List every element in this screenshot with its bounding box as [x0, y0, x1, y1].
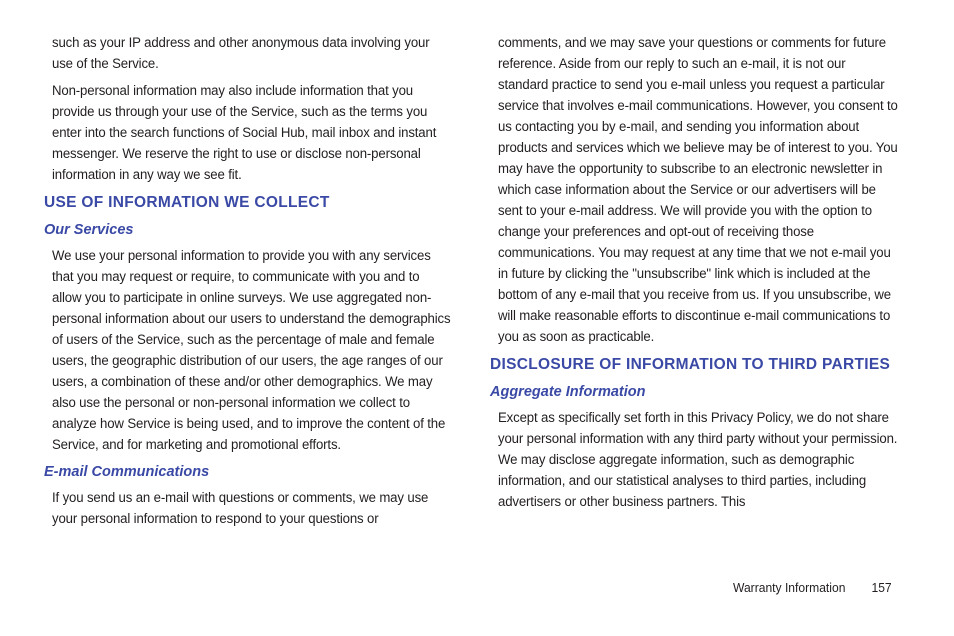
left-column: [44, 33, 454, 536]
right-column: [490, 33, 900, 519]
paragraph-ip-address-continuation: such as your IP address and other anonymous data involving your use of the Service.: [52, 35, 430, 72]
paragraph-email-communications-start: If you send us an e-mail with questions or comments, we may use your personal information to respond to your questions or: [52, 490, 429, 527]
page-footer: [733, 578, 892, 598]
footer-section-label: Warranty Information: [733, 580, 846, 595]
paragraph-email-communications-continuation: comments, and we may save your questions or comments for future reference. Aside from our reply to such an e-mail, it is not our standard practice to send you e-mail unless you request a particular service that involves e-mail communications. However, you consent to us contacting you by e-mail, and sending you information about products and services which we believe may be of interest to you. You may have the opportunity to subscribe to an electronic newsletter in which case information about the Service or our advertisers will be sent to your e-mail address. We will provide you with the option to change your preferences and opt-out of receiving those communications. You may request at any time that we not e-mail you in future by clicking the "unsubscribe" link which is included at the bottom of any e-mail that you receive from us. If you unsubscribe, we will make reasonable efforts to discontinue e-mail communications to you as soon as practicable.: [498, 35, 898, 345]
paragraph-non-personal-information: Non-personal information may also include information that you provide us through your use of the Service, such as the terms you enter into the search functions of Social Hub, mail inbox and instant messenger. We reserve the right to use or disclose non-personal information in any way we see fit.: [52, 83, 437, 183]
paragraph-aggregate-information-start: Except as specifically set forth in this Privacy Policy, we do not share your personal information with any third party without your permission. We may disclose aggregate information, such as demographic information, and our statistical analyses to third parties, including advertisers or other business partners. This: [498, 410, 898, 510]
paragraph-our-services: We use your personal information to provide you with any services that you may request or require, to communicate with you and to allow you to participate in online surveys. We use aggregated non-personal information about our users to understand the demographics of users of the Service, such as the percentage of male and female users, the geographic distribution of our users, the age ranges of our users, a combination of these and/or other demographics. We may also use the personal or non-personal information we collect to analyze how Service is being used, and to improve the content of the Service, and for marketing and promotional efforts.: [52, 248, 451, 453]
subheading-aggregate-information: Aggregate Information: [490, 384, 646, 400]
subheading-our-services: Our Services: [44, 222, 134, 238]
subheading-email-communications: E-mail Communications: [44, 464, 210, 480]
heading-disclosure-to-third-parties: DISCLOSURE OF INFORMATION TO THIRD PARTIES: [490, 356, 891, 373]
page-number: 157: [871, 580, 892, 595]
heading-use-of-information: USE OF INFORMATION WE COLLECT: [44, 194, 330, 211]
